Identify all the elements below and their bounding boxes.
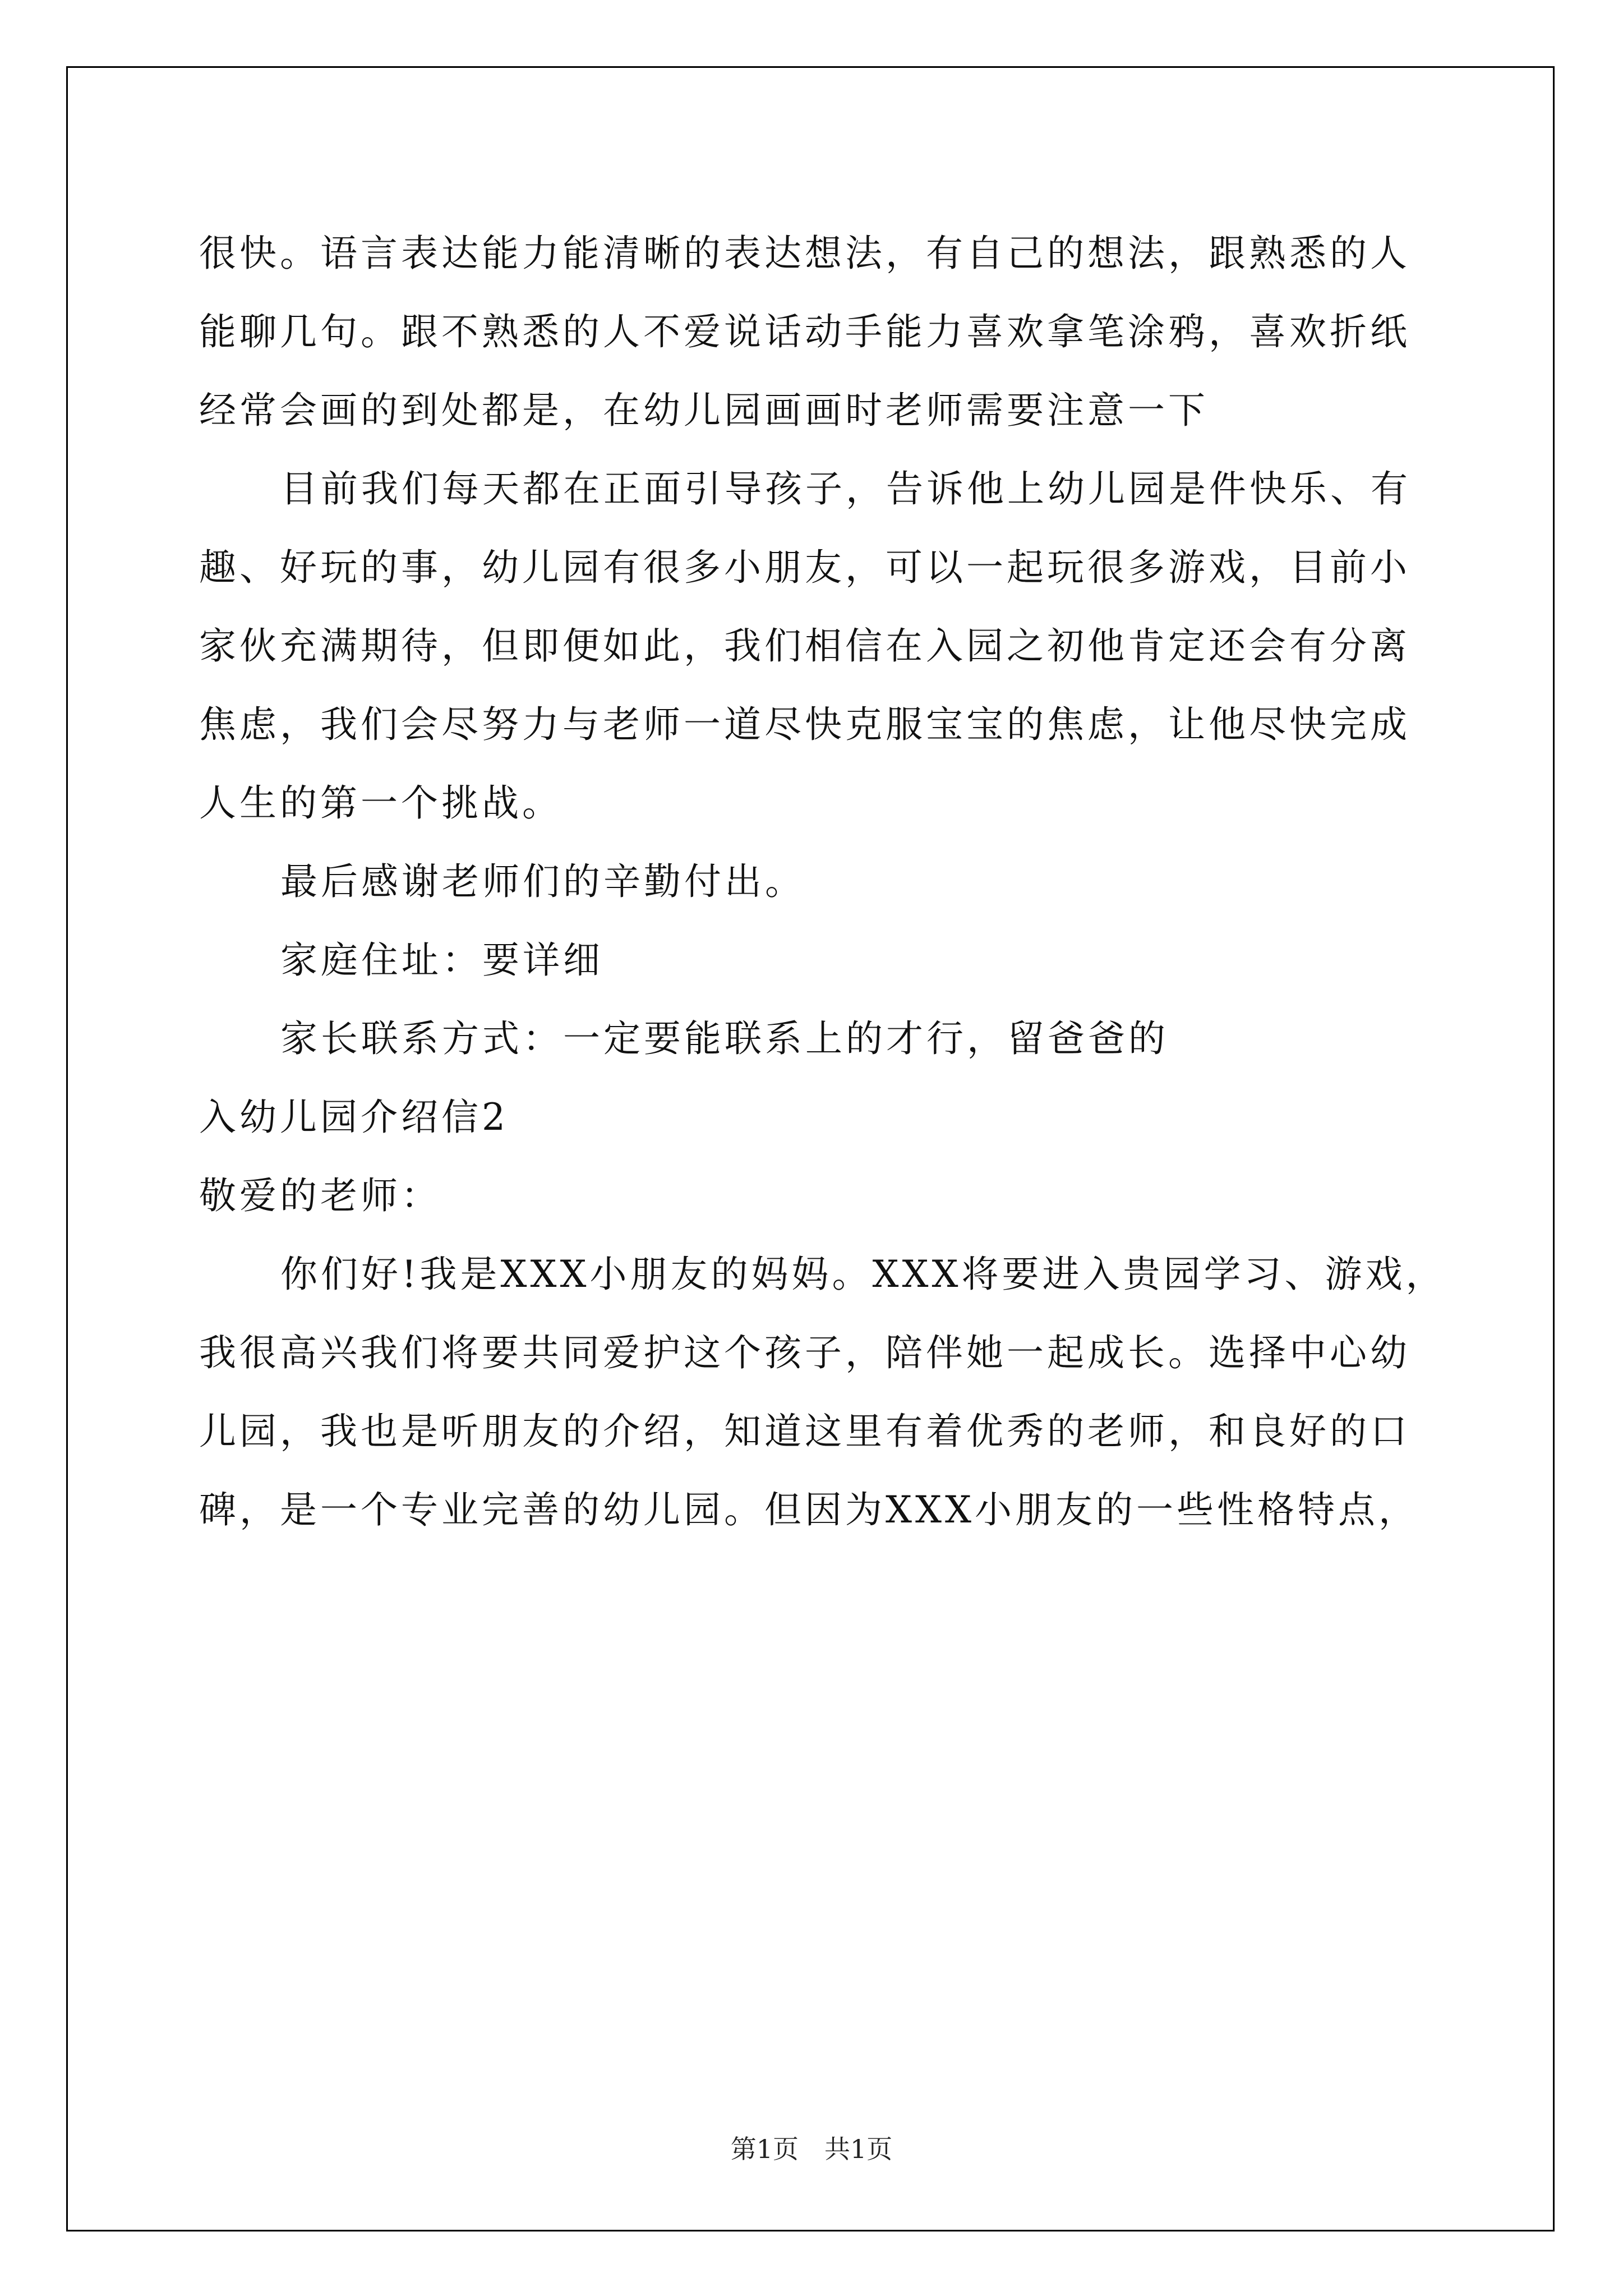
- paragraph-line: 儿园，我也是听朋友的介绍，知道这里有着优秀的老师，和良好的口: [199, 1410, 1410, 1453]
- paragraph-line: 家伙充满期待，但即便如此，我们相信在入园之初他肯定还会有分离: [199, 624, 1410, 668]
- paragraph-line: 人生的第一个挑战。: [199, 781, 562, 825]
- paragraph-line: 家庭住址：要详细: [280, 938, 603, 982]
- paragraph-line: 能聊几句。跟不熟悉的人不爱说话动手能力喜欢拿笔涂鸦，喜欢折纸: [199, 310, 1410, 353]
- section-heading: 入幼儿园介绍信2: [199, 1096, 509, 1139]
- paragraph-line: 趣、好玩的事，幼儿园有很多小朋友，可以一起玩很多游戏，目前小: [199, 546, 1410, 589]
- paragraph-line: 我很高兴我们将要共同爱护这个孩子，陪伴她一起成长。选择中心幼: [199, 1331, 1410, 1374]
- paragraph-line: 经常会画的到处都是，在幼儿园画画时老师需要注意一下: [199, 389, 1209, 432]
- paragraph-line: 你们好!我是XXX小朋友的妈妈。XXX将要进入贵园学习、游戏，: [280, 1253, 1446, 1296]
- paragraph-line: 焦虑，我们会尽努力与老师一道尽快克服宝宝的焦虑，让他尽快完成: [199, 703, 1410, 746]
- paragraph-line: 碑，是一个专业完善的幼儿园。但因为XXX小朋友的一些性格特点，: [199, 1488, 1419, 1531]
- salutation: 敬爱的老师：: [199, 1174, 441, 1217]
- paragraph-line: 目前我们每天都在正面引导孩子，告诉他上幼儿园是件快乐、有: [280, 467, 1411, 510]
- page-footer: 第1页 共1页: [730, 2134, 893, 2164]
- paragraph-line: 最后感谢老师们的辛勤付出。: [280, 860, 805, 903]
- paragraph-line: 很快。语言表达能力能清晰的表达想法，有自己的想法，跟熟悉的人: [199, 232, 1410, 275]
- paragraph-line: 家长联系方式：一定要能联系上的才行，留爸爸的: [280, 1017, 1169, 1060]
